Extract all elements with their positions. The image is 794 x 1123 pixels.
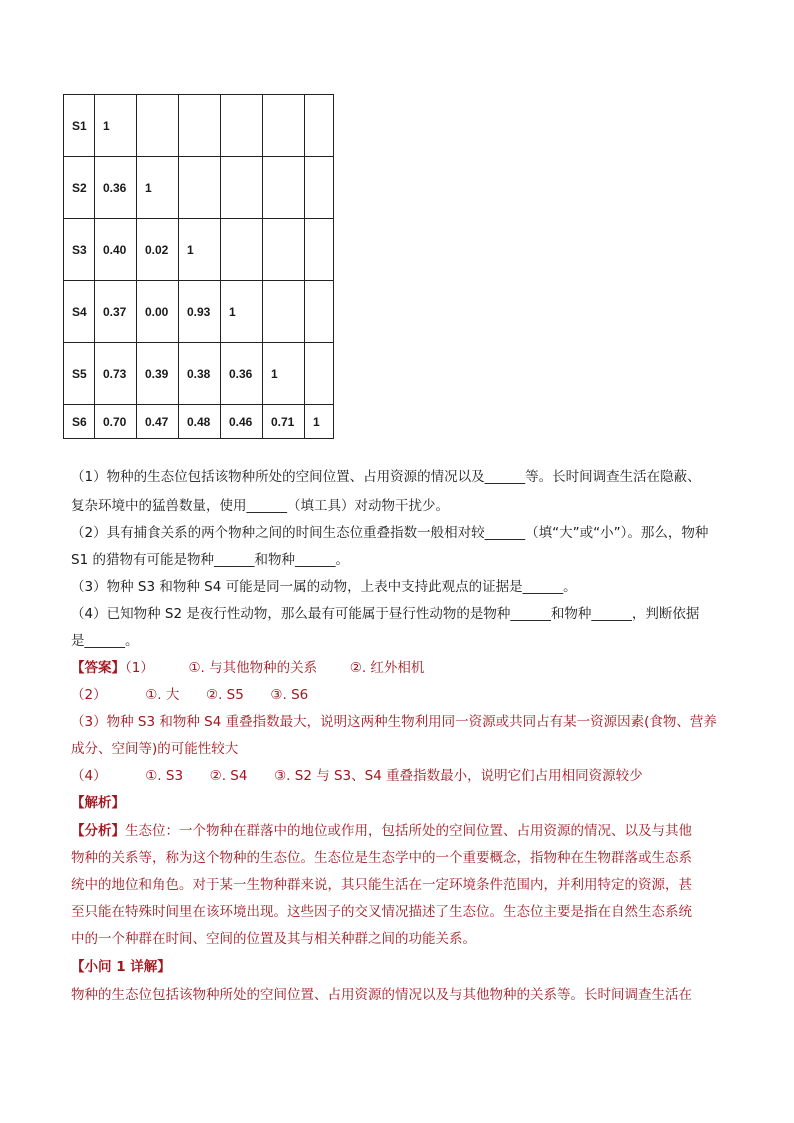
overlap-value-cell: 0.36	[221, 343, 263, 405]
overlap-index-table	[63, 94, 334, 439]
analysis-label: 【解析】	[71, 795, 125, 811]
answer-4-part-1: ①. S3	[145, 768, 184, 784]
overlap-value-cell: 0.48	[179, 405, 221, 439]
analysis-heading	[71, 790, 125, 817]
fenxi-line-3: 统中的地位和角色。对于某一生物种群来说，其只能生活在一定环境条件范围内，并利用特定的资源，甚	[71, 877, 692, 893]
species-label-cell: S5	[64, 343, 95, 405]
overlap-value-cell: 0.36	[95, 157, 137, 219]
overlap-value-cell	[221, 219, 263, 281]
sub-question-1-heading	[71, 954, 171, 981]
question-2-line-2: S1 的猎物有可能是物种______和物种______。	[71, 552, 349, 568]
table-row	[64, 95, 334, 157]
fenxi-line-5: 中的一个种群在时间、空间的位置及其与相关种群之间的功能关系。	[71, 931, 476, 947]
overlap-value-cell	[263, 157, 305, 219]
question-1-line-1: （1）物种的生态位包括该物种所处的空间位置、占用资源的情况以及______等。长时间调查生活在隐蔽、	[71, 469, 701, 485]
fenxi-line-1	[71, 818, 692, 845]
fenxi-text-1: 生态位：一个物种在群落中的地位或作用，包括所处的空间位置、占用资源的情况、以及与其他	[125, 823, 692, 839]
answer-4-part-2: ②. S4	[209, 768, 248, 784]
overlap-value-cell	[221, 95, 263, 157]
answer-4-number: （4）	[71, 768, 107, 784]
overlap-value-cell: 1	[221, 281, 263, 343]
overlap-value-cell: 0.73	[95, 343, 137, 405]
overlap-value-cell: 1	[137, 157, 179, 219]
fenxi-label: 【分析】	[71, 823, 125, 839]
answer-1-part-2: ②. 红外相机	[349, 660, 425, 676]
overlap-value-cell: 1	[263, 343, 305, 405]
overlap-value-cell	[179, 95, 221, 157]
answer-3-line-1: （3）物种 S3 和物种 S4 重叠指数最大，说明这两种生物利用同一资源或共同占有某一资源因素(食物、营养	[71, 714, 717, 730]
answer-1-part-1: ①. 与其他物种的关系	[188, 660, 318, 676]
answer-2-part-2: ②. S5	[205, 687, 244, 703]
sub-question-1-label: 【小问 1 详解】	[71, 959, 171, 975]
overlap-value-cell: 1	[179, 219, 221, 281]
answer-2-line	[71, 682, 308, 709]
overlap-value-cell: 0.38	[179, 343, 221, 405]
overlap-value-cell: 0.93	[179, 281, 221, 343]
overlap-value-cell: 0.39	[137, 343, 179, 405]
answer-4-part-3: ③. S2 与 S3、S4 重叠指数最小，说明它们占用相同资源较少	[274, 768, 643, 784]
overlap-value-cell: 0.37	[95, 281, 137, 343]
overlap-value-cell	[263, 95, 305, 157]
answer-4-line	[71, 763, 643, 790]
overlap-value-cell: 1	[95, 95, 137, 157]
answer-2-part-1: ①. 大	[145, 687, 180, 703]
table-row	[64, 405, 334, 439]
question-4-line-2: 是______。	[71, 633, 139, 649]
table-row	[64, 219, 334, 281]
answer-1-number: （1）	[125, 660, 154, 676]
species-label-cell: S3	[64, 219, 95, 281]
answer-2-number: （2）	[71, 687, 107, 703]
overlap-value-cell	[137, 95, 179, 157]
question-3-line-1: （3）物种 S3 和物种 S4 可能是同一属的动物，上表中支持此观点的证据是______。	[71, 579, 577, 595]
overlap-value-cell	[305, 219, 334, 281]
question-4-line-1: （4）已知物种 S2 是夜行性动物，那么最有可能属于昼行性动物的是物种______和物种______，判断依据	[71, 606, 700, 622]
overlap-value-cell: 0.47	[137, 405, 179, 439]
answer-label: 【答案】	[71, 660, 125, 676]
overlap-value-cell: 0.02	[137, 219, 179, 281]
species-label-cell: S6	[64, 405, 95, 439]
fenxi-line-2: 物种的关系等，称为这个物种的生态位。生态位是生态学中的一个重要概念，指物种在生物群落或生态系	[71, 850, 692, 866]
overlap-value-cell	[179, 157, 221, 219]
overlap-value-cell	[305, 281, 334, 343]
overlap-value-cell	[263, 219, 305, 281]
sub-question-1-line-1: 物种的生态位包括该物种所处的空间位置、占用资源的情况以及与其他物种的关系等。长时间调查生活在	[71, 987, 692, 1003]
answer-2-part-3: ③. S6	[270, 687, 309, 703]
species-label-cell: S1	[64, 95, 95, 157]
answer-3-line-2: 成分、空间等)的可能性较大	[71, 741, 239, 757]
question-1-line-2: 复杂环境中的猛兽数量，使用______（填工具）对动物干扰少。	[71, 498, 449, 514]
table-row	[64, 343, 334, 405]
overlap-value-cell	[305, 95, 334, 157]
overlap-value-cell: 0.70	[95, 405, 137, 439]
overlap-value-cell	[305, 157, 334, 219]
species-label-cell: S4	[64, 281, 95, 343]
overlap-value-cell	[305, 343, 334, 405]
overlap-value-cell: 0.46	[221, 405, 263, 439]
fenxi-line-4: 至只能在特殊时间里在该环境出现。这些因子的交叉情况描述了生态位。生态位主要是指在自然生态系统	[71, 904, 692, 920]
overlap-value-cell: 0.71	[263, 405, 305, 439]
overlap-value-cell: 0.40	[95, 219, 137, 281]
answer-1-line	[71, 655, 424, 682]
table-row	[64, 281, 334, 343]
overlap-value-cell: 1	[305, 405, 334, 439]
overlap-value-cell: 0.00	[137, 281, 179, 343]
overlap-value-cell	[221, 157, 263, 219]
species-label-cell: S2	[64, 157, 95, 219]
table-row	[64, 157, 334, 219]
overlap-value-cell	[263, 281, 305, 343]
question-2-line-1: （2）具有捕食关系的两个物种之间的时间生态位重叠指数一般相对较______（填“大”或“小”）。那么，物种	[71, 525, 709, 541]
